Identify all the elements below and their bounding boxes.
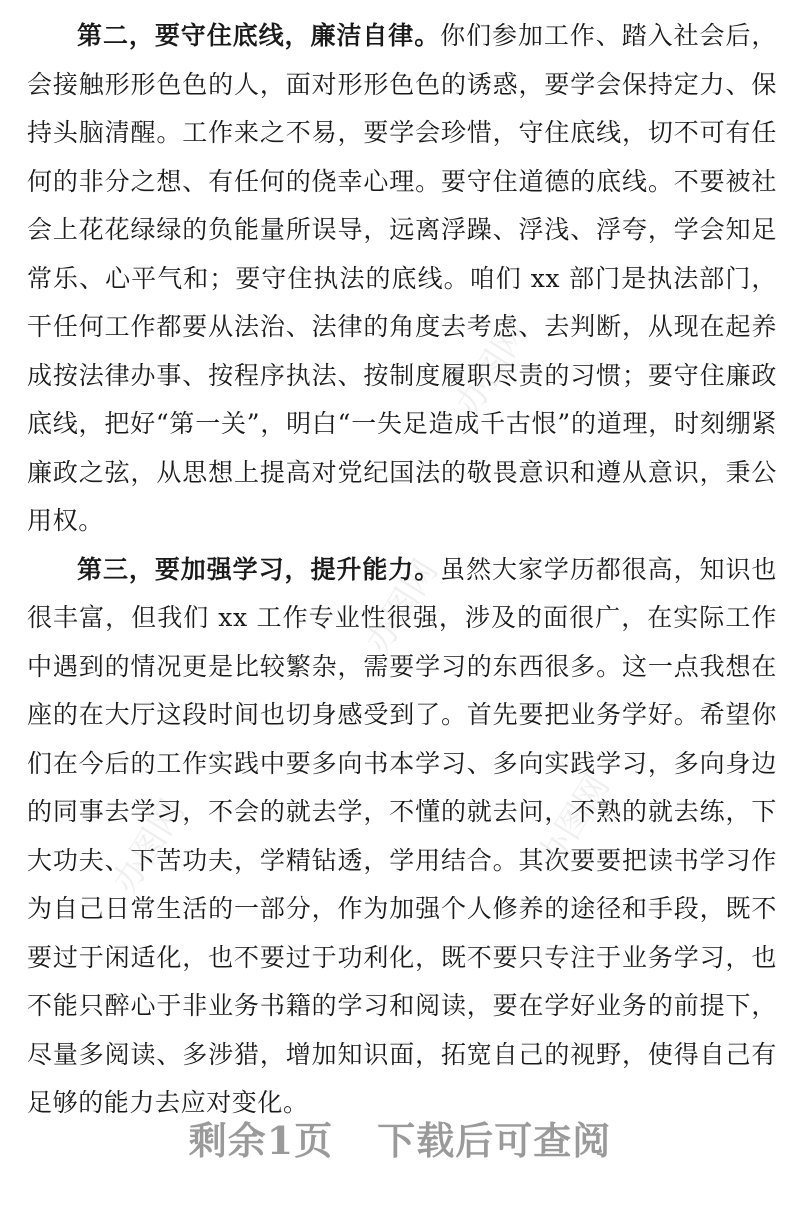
paragraph-heading: 第三，要加强学习，提升能力。 <box>77 554 441 584</box>
download-to-view-label: 下载后可查阅 <box>377 1118 612 1163</box>
paragraph-heading: 第二，要守住底线，廉洁自律。 <box>77 21 441 50</box>
watermark: 办图网 <box>357 552 446 661</box>
document-body <box>27 12 777 1128</box>
paragraph-third-point <box>27 546 777 1128</box>
remaining-pages-label: 剩余1页 <box>188 1118 334 1163</box>
paragraph-text: 虽然大家学历都很高，知识也很丰富，但我们 xx 工作专业性很强，涉及的面很广，在实际工作中遇到的情况更是比较繁杂，需要学习的东西很多。这一点我想在座的在大厅这段时间也切身感受到了。首先要把业务学好。希望你们在今后的工作实践中要多向书本学习、多向实践学习，多向身边的同事去学习，不会的就去学，不懂的就去问，不熟的就去练，下大功夫、下苦功夫，学精钻透，学用结合。其次要要把读书学习作为自己日常生活的一部分，作为加强个人修养的途径和手段，既不要过于闲适化，也不要过于功利化，既不要只专注于业务学习，也不能只醉心于非业务书籍的学习和阅读，要在学好业务的前提下，尽量多阅读、多涉猎，增加知识面，拓宽自己的视野，使得自己有足够的能力去应对变化。 <box>27 554 777 1117</box>
watermark: 办图网 <box>529 767 618 876</box>
watermark: 办图网 <box>104 792 193 901</box>
paragraph-second-point <box>27 12 777 546</box>
download-notice[interactable] <box>0 1110 800 1165</box>
paragraph-text: 你们参加工作、踏入社会后，会接触形形色色的人，面对形形色色的诱惑，要学会保持定力、保持头脑清醒。工作来之不易，要学会珍惜，守住底线，切不可有任何的非分之想、有任何的侥幸心理。要守住道德的底线。不要被社会上花花绿绿的负能量所误导，远离浮躁、浮浅、浮夸，学会知足常乐、心平气和；要守住执法的底线。咱们 xx 部门是执法部门，干任何工作都要从法治、法律的角度去考虑、去判断，从现在起养成按法律办事、按程序执法、按制度履职尽责的习惯；要守住廉政底线，把好“第一关”，明白“一失足造成千古恨”的道理，时刻绷紧廉政之弦，从思想上提高对党纪国法的敬畏意识和遵从意识，秉公用权。 <box>27 21 777 535</box>
watermark: 办图网 <box>447 314 536 423</box>
